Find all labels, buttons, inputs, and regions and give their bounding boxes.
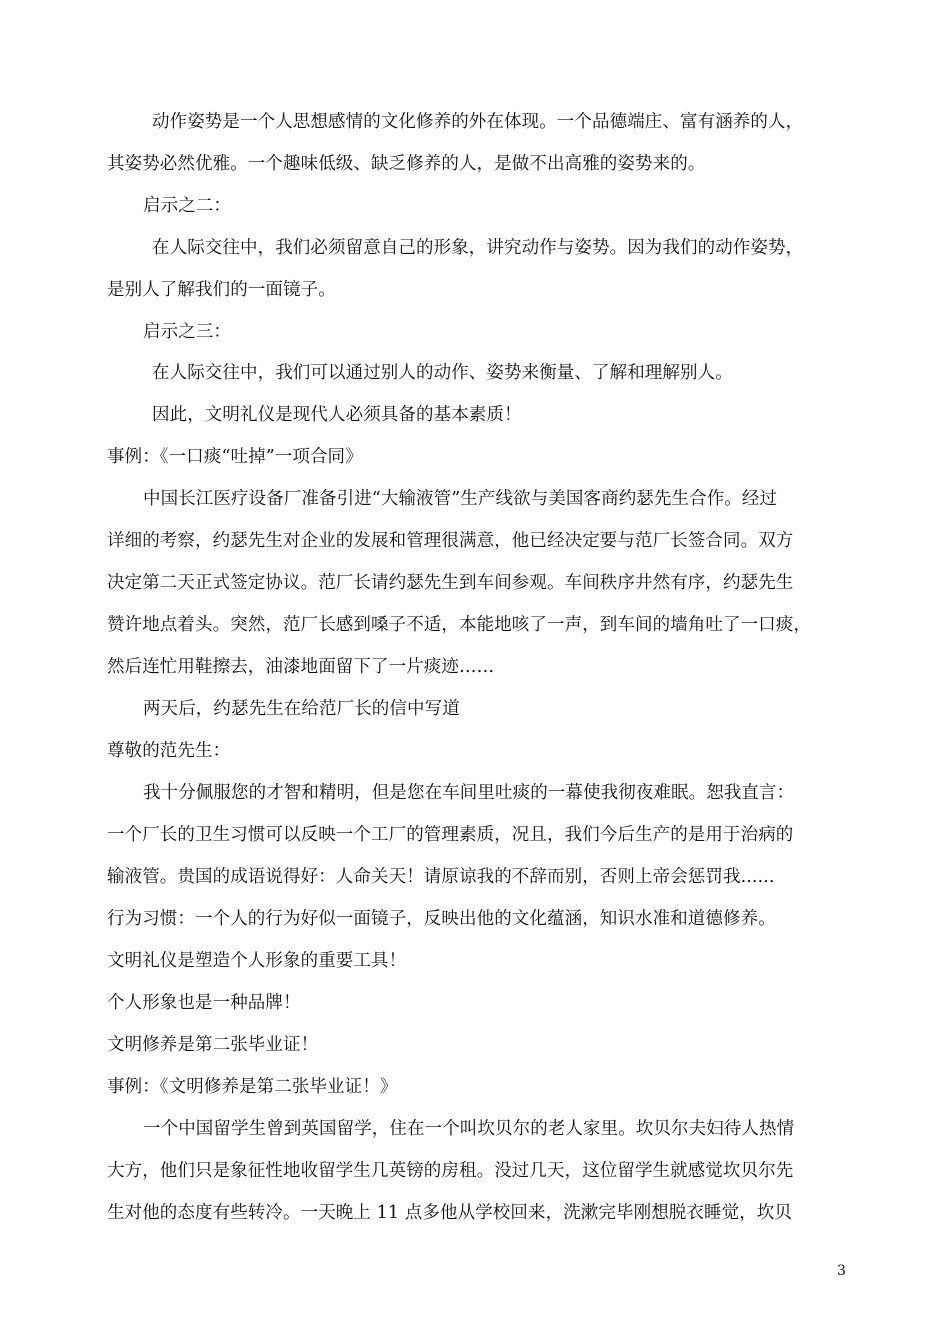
- text-line: 一个中国留学生曾到英国留学，住在一个叫坎贝尔的老人家里。坎贝尔夫妇待人热情: [143, 1119, 795, 1139]
- text-line: 输液管。贵国的成语说得好：人命关天！请原谅我的不辞而别，否则上帝会惩罚我......: [107, 867, 775, 887]
- text-line: 生对他的态度有些转冷。一天晚上 11 点多他从学校回来，洗漱完毕刚想脱衣睡觉，坎贝: [107, 1203, 792, 1223]
- text-line: 在人际交往中，我们必须留意自己的形象，讲究动作与姿势。因为我们的动作姿势，: [152, 238, 804, 258]
- text-line: 我十分佩服您的才智和精明，但是您在车间里吐痰的一幕使我彻夜难眠。恕我直言：: [143, 783, 795, 803]
- text-line: 决定第二天正式签定协议。范厂长请约瑟先生到车间参观。车间秩序井然有序，约瑟先生: [107, 573, 794, 593]
- text-line: 两天后，约瑟先生在给范厂长的信中写道: [143, 699, 460, 719]
- example-title-line: 事例：《一口痰“吐掉”一项合同》: [107, 447, 363, 467]
- example-title-line: 事例：《文明修养是第二张毕业证！》: [107, 1077, 398, 1097]
- text-line: 一个厂长的卫生习惯可以反映一个工厂的管理素质，况且，我们今后生产的是用于治病的: [107, 825, 794, 845]
- text-line: 赞许地点着头。突然，范厂长感到嗓子不适，本能地咳了一声，到车间的墙角吐了一口痰，: [107, 615, 811, 635]
- text-line: 行为习惯：一个人的行为好似一面镜子，反映出他的文化蕴涵，知识水准和道德修养。: [107, 909, 776, 929]
- text-line: 详细的考察，约瑟先生对企业的发展和管理很满意，他已经决定要与范厂长签合同。双方: [107, 531, 794, 551]
- text-line: 动作姿势是一个人思想感情的文化修养的外在体现。一个品德端庄、富有涵养的人，: [152, 112, 804, 132]
- text-line: 在人际交往中，我们可以通过别人的动作、姿势来衡量、了解和理解别人。: [152, 363, 733, 383]
- text-line: 然后连忙用鞋擦去，油漆地面留下了一片痰迹……: [107, 657, 495, 677]
- text-line: 因此，文明礼仪是现代人必须具备的基本素质！: [152, 405, 522, 425]
- subheading-line: 启示之三：: [143, 322, 231, 342]
- text-line: 中国长江医疗设备厂准备引进“大输液管”生产线欲与美国客商约瑟先生合作。经过: [143, 489, 778, 509]
- subheading-line: 启示之二：: [143, 196, 231, 216]
- page-number: 3: [837, 1263, 846, 1279]
- text-line: 个人形象也是一种品牌！: [107, 993, 301, 1013]
- text-line: 文明礼仪是塑造个人形象的重要工具！: [107, 951, 407, 971]
- text-line: 文明修养是第二张毕业证！: [107, 1035, 319, 1055]
- text-line: 是别人了解我们的一面镜子。: [107, 280, 336, 300]
- text-line: 大方，他们只是象征性地收留学生几英镑的房租。没过几天，这位留学生就感觉坎贝尔先: [107, 1161, 794, 1181]
- text-line: 其姿势必然优雅。一个趣味低级、缺乏修养的人，是做不出高雅的姿势来的。: [107, 154, 706, 174]
- letter-greeting-line: 尊敬的范先生：: [107, 741, 231, 761]
